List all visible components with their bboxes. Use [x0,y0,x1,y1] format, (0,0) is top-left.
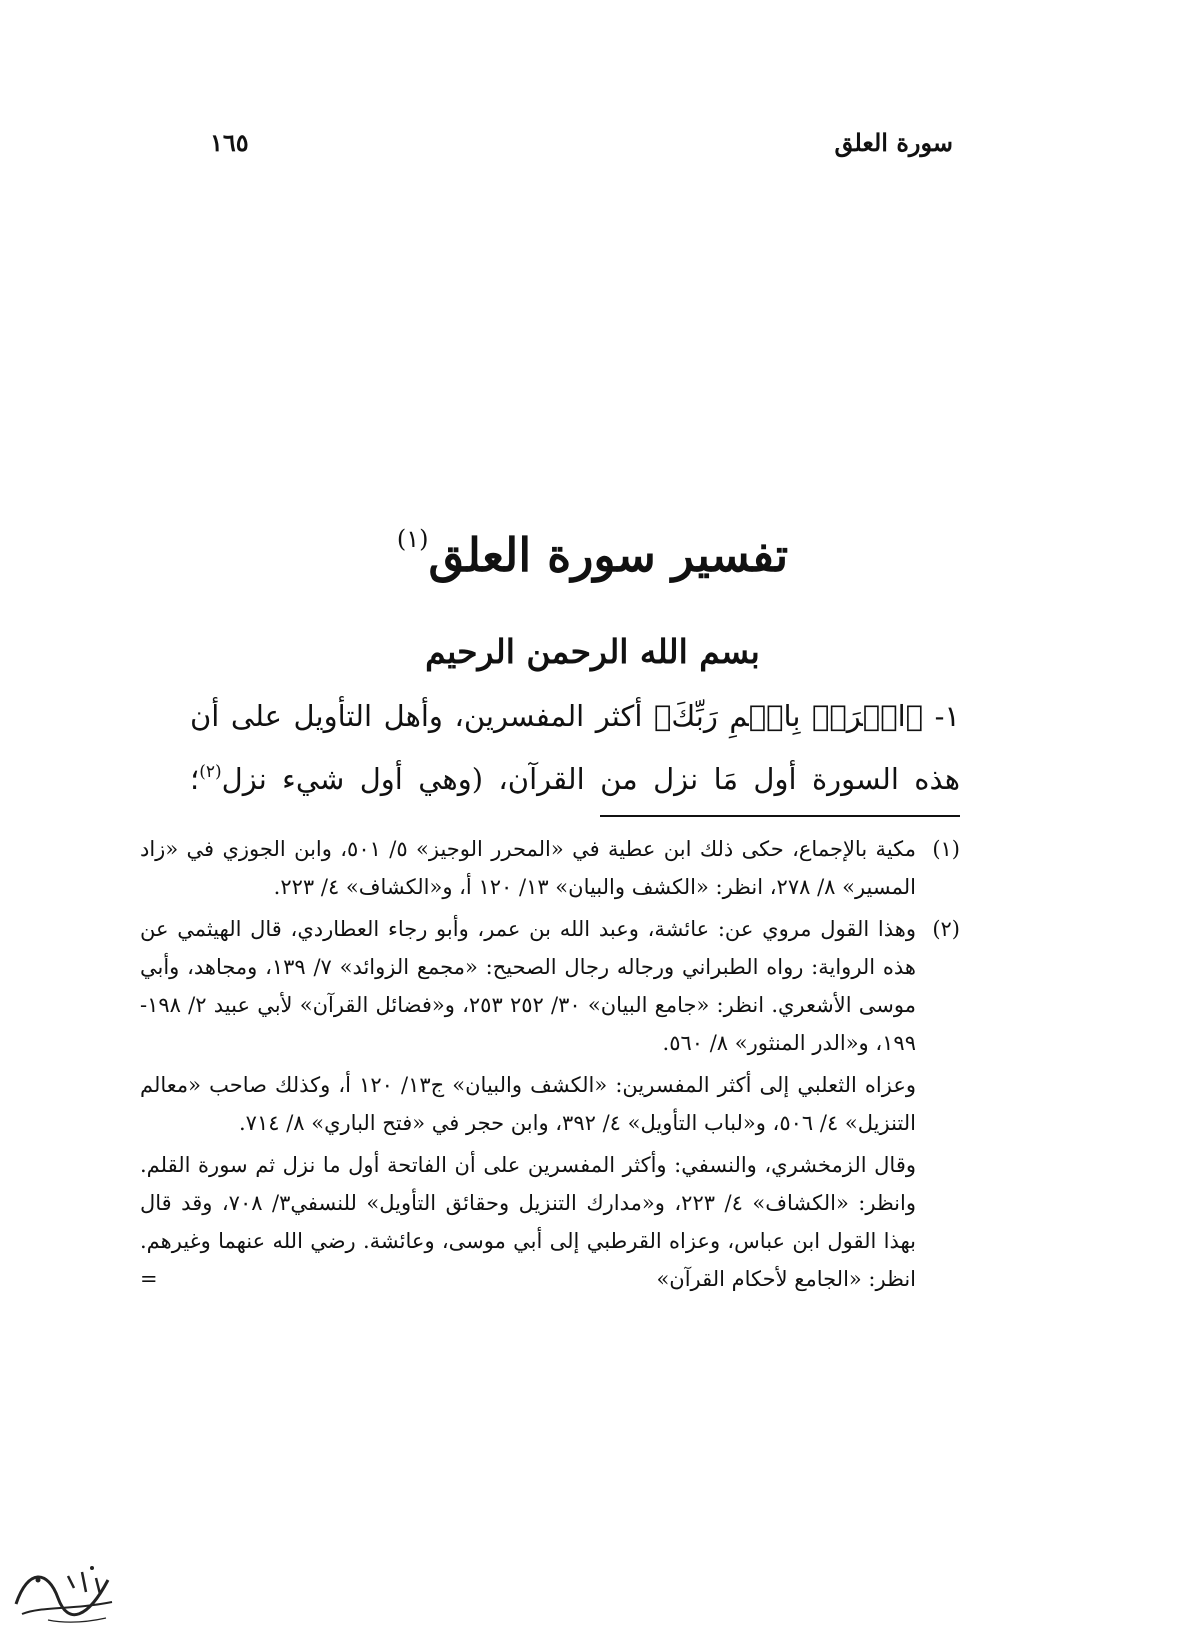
surah-title-text: تفسير سورة العلق [428,528,789,582]
footnote [140,830,960,906]
continuation-mark: = [140,1267,158,1291]
main-text-body: ١- ﴿اقۡرَأۡ بِاسۡمِ رَبِّكَ﴾ أكثر المفسرين، وأهل التأويل على أن هذه السورة أول مَا نزل من القرآن، (وهي أول شيء نزل [190,699,960,796]
stamp-logo [8,1558,120,1628]
footnote-paragraph-text: وقال الزمخشري، والنسفي: وأكثر المفسرين على أن الفاتحة أول ما نزل ثم سورة القلم. وانظر: «الكشاف» ٤/ ٢٢٣، و«مدارك التنزيل وحقائق التأويل» للنسفي٣/ ٧٠٨، وقد قال بهذا القول ابن عباس، وعزاه القرطبي إلى أبي موسى، وعائشة. رضي الله عنهما وغيرهم. انظر: «الجامع لأحكام القرآن» [140,1153,917,1291]
footnote-number: (٢) [932,917,960,941]
surah-title [0,525,1185,582]
footnote-paragraph-last [140,1146,916,1298]
footnote-paragraph: مكية بالإجماع، حكى ذلك ابن عطية في «المحرر الوجيز» ٥/ ٥٠١، وابن الجوزي في «زاد المسير» ٨/ ٢٧٨، انظر: «الكشف والبيان» ١٣/ ١٢٠ أ، و«الكشاف» ٤/ ٢٢٣. [140,837,916,899]
basmala: بسم الله الرحمن الرحيم [425,632,760,671]
footnote [140,910,960,1298]
page-number: ١٦٥ [210,128,249,157]
footnote-number: (١) [932,837,960,861]
title-footnote-ref: (١) [396,525,429,553]
main-footnote-ref: (٢) [199,762,222,782]
footnote-paragraph: وعزاه الثعلبي إلى أكثر المفسرين: «الكشف والبيان» ج١٣/ ١٢٠ أ، وكذلك صاحب «معالم التنزيل» ٤/ ٥٠٦، و«لباب التأويل» ٤/ ٣٩٢، وابن حجر في «فتح الباري» ٨/ ٧١٤. [140,1073,916,1135]
running-title: سورة العلق [834,128,953,157]
footnote-divider [600,815,960,817]
page-header [210,128,953,168]
main-text [190,688,960,807]
main-text-tail: ؛ [190,762,200,796]
footnotes [140,830,960,1302]
footnote-paragraph: وهذا القول مروي عن: عائشة، وعبد الله بن عمر، وأبو رجاء العطاردي، قال الهيثمي عن هذه الرواية: رواه الطبراني ورجاله رجال الصحيح: «مجمع الزوائد» ٧/ ١٣٩، ومجاهد، وأبي موسى الأشعري. انظر: «جامع البيان» ٣٠/ ٢٥٢ ٢٥٣، و«فضائل القرآن» لأبي عبيد ٢/ ١٩٨- ١٩٩، و«الدر المنثور» ٨/ ٥٦٠. [140,917,916,1055]
